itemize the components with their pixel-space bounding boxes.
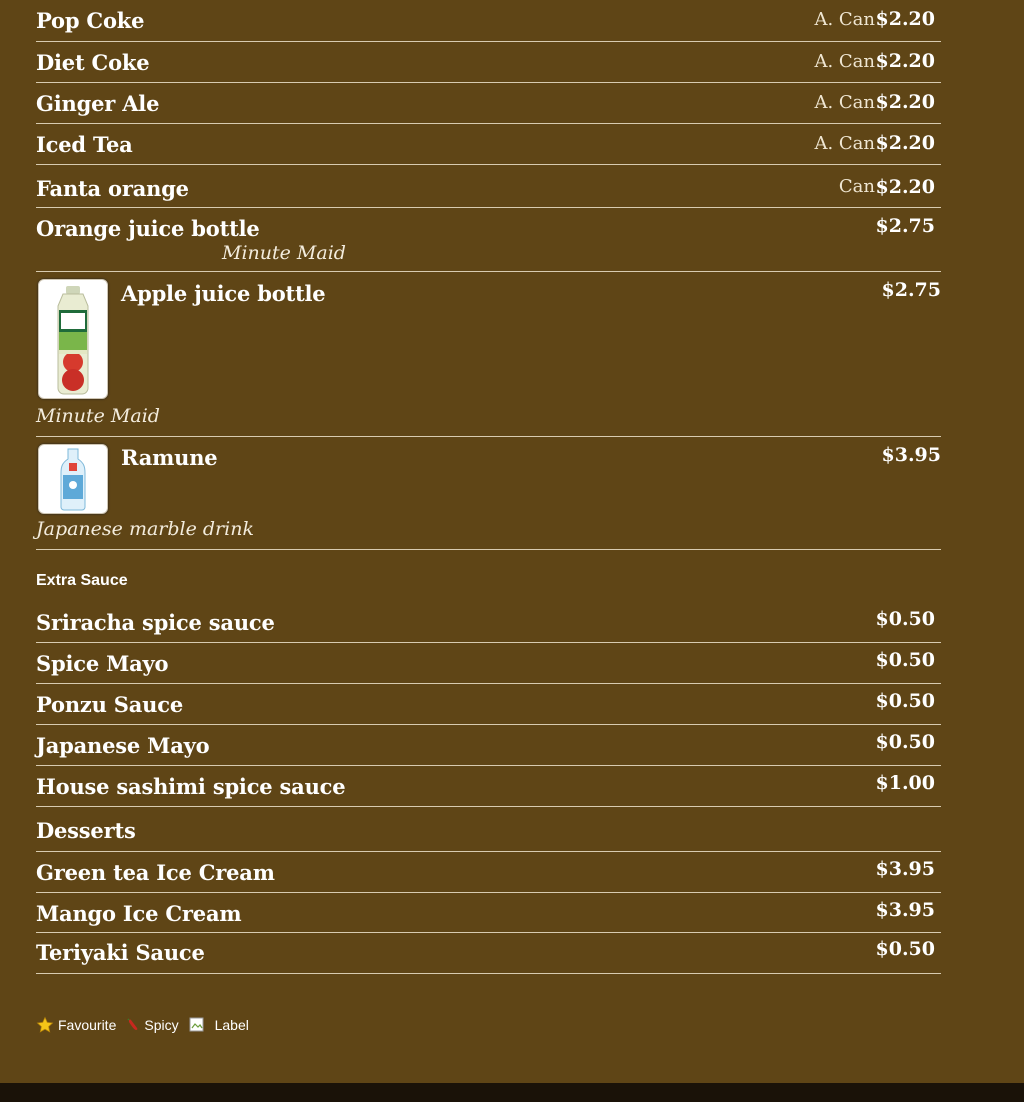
chili-pepper-icon	[126, 1018, 140, 1032]
item-price: $2.20	[875, 176, 935, 198]
item-price: $2.20	[875, 132, 935, 154]
apple-juice-image[interactable]	[38, 279, 108, 399]
star-icon	[36, 1016, 54, 1034]
legend-label-text: Label	[214, 1017, 249, 1033]
item-name: House sashimi spice sauce	[36, 774, 346, 799]
item-description: Japanese marble drink	[36, 518, 254, 540]
bottle-icon	[39, 280, 107, 398]
page-footer-bar	[0, 1083, 1024, 1102]
item-name: Green tea Ice Cream	[36, 860, 275, 885]
item-name: Iced Tea	[36, 132, 133, 157]
item-price: $3.95	[875, 858, 935, 880]
menu-item[interactable]	[36, 893, 941, 933]
menu-item[interactable]	[36, 725, 941, 766]
menu-list	[36, 0, 941, 550]
item-size: A. Can	[814, 92, 875, 113]
legend-spicy-label: Spicy	[144, 1017, 179, 1033]
item-name: Sriracha spice sauce	[36, 610, 275, 635]
legend-label	[189, 1017, 249, 1033]
menu-item[interactable]	[36, 602, 941, 643]
menu-item[interactable]	[36, 83, 941, 124]
section-title-desserts: Desserts	[36, 818, 136, 843]
item-name: Apple juice bottle	[121, 281, 326, 306]
item-size: A. Can	[814, 133, 875, 154]
item-price: $1.00	[875, 772, 935, 794]
legend-spicy	[126, 1017, 178, 1033]
menu-item[interactable]	[36, 208, 941, 272]
section-header-desserts	[36, 807, 941, 852]
item-price: $0.50	[875, 938, 935, 960]
item-name: Teriyaki Sauce	[36, 940, 205, 965]
menu-item[interactable]	[36, 684, 941, 725]
menu-item[interactable]	[36, 933, 941, 974]
menu-item[interactable]	[36, 437, 941, 550]
item-price: $0.50	[875, 649, 935, 671]
item-price: $2.20	[875, 91, 935, 113]
menu-item[interactable]	[36, 272, 941, 437]
ramune-image[interactable]	[38, 444, 108, 514]
item-name: Orange juice bottle	[36, 216, 260, 241]
item-price: $3.95	[881, 444, 941, 466]
item-size: A. Can	[814, 9, 875, 30]
item-price: $0.50	[875, 731, 935, 753]
item-price: $3.95	[875, 899, 935, 921]
section-title-extra-sauce: Extra Sauce	[36, 572, 128, 589]
item-name: Ginger Ale	[36, 91, 160, 116]
item-price: $2.20	[875, 8, 935, 30]
menu-item[interactable]	[36, 42, 941, 83]
item-price: $0.50	[875, 690, 935, 712]
item-price: $0.50	[875, 608, 935, 630]
item-name: Japanese Mayo	[36, 733, 210, 758]
item-name: Fanta orange	[36, 176, 189, 201]
item-size: A. Can	[814, 51, 875, 72]
menu-item[interactable]	[36, 165, 941, 208]
item-price: $2.75	[881, 279, 941, 301]
legend-favourite	[36, 1016, 116, 1034]
item-name: Ponzu Sauce	[36, 692, 183, 717]
broken-image-icon	[189, 1017, 205, 1033]
menu-item[interactable]	[36, 643, 941, 684]
menu-item[interactable]	[36, 124, 941, 165]
menu-item[interactable]	[36, 766, 941, 807]
item-price: $2.20	[875, 50, 935, 72]
item-name: Ramune	[121, 445, 218, 470]
menu-item[interactable]	[36, 0, 941, 42]
item-name: Mango Ice Cream	[36, 901, 242, 926]
legend-favourite-label: Favourite	[58, 1017, 117, 1033]
ramune-bottle-icon	[39, 445, 107, 513]
icon-legend	[36, 1016, 259, 1034]
sauce-list	[36, 602, 941, 974]
item-price: $2.75	[875, 215, 935, 237]
item-name: Spice Mayo	[36, 651, 169, 676]
item-name: Pop Coke	[36, 8, 145, 33]
menu-item[interactable]	[36, 852, 941, 893]
item-description: Minute Maid	[222, 242, 346, 264]
item-size: Can	[838, 176, 875, 197]
item-description: Minute Maid	[36, 405, 160, 427]
item-name: Diet Coke	[36, 50, 150, 75]
